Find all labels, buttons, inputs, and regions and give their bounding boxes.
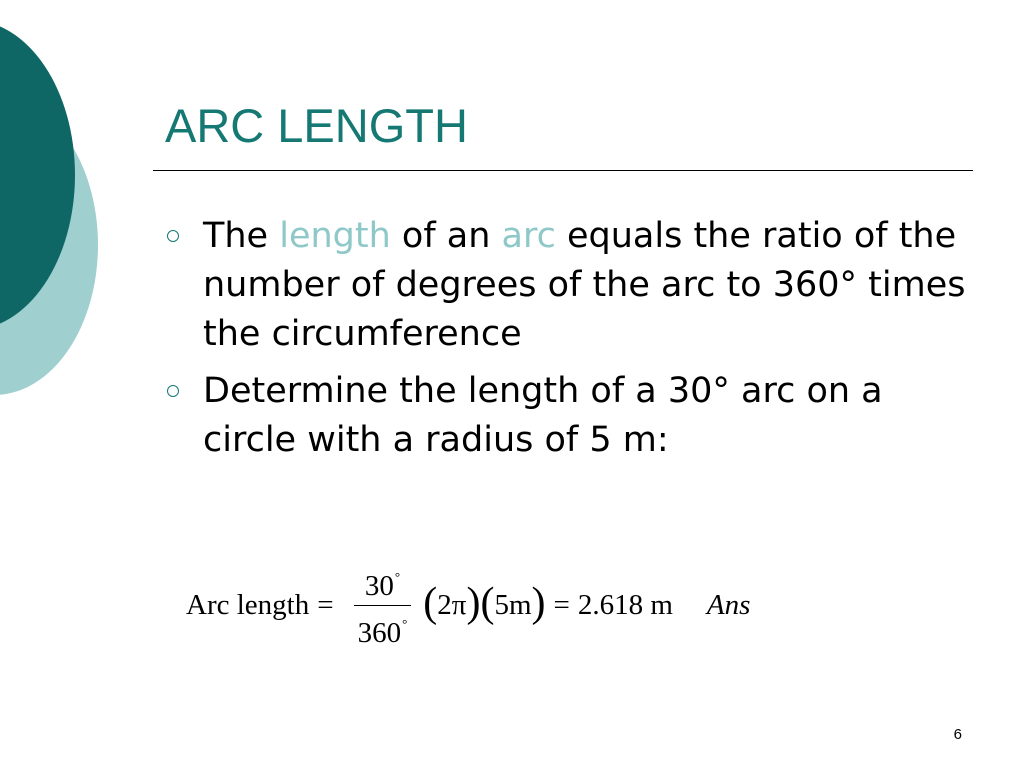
highlighted-term: length bbox=[279, 216, 391, 256]
answer-label: Ans bbox=[706, 588, 751, 621]
fraction-numerator bbox=[361, 561, 404, 602]
bullet-text-part: equals the ratio of the number of degrees of the arc to 360° times the circumference bbox=[203, 216, 966, 354]
equals-sign: = bbox=[317, 588, 334, 621]
bullet-item bbox=[165, 212, 975, 359]
factor-radius: 5m bbox=[494, 588, 532, 621]
equals-sign: = bbox=[553, 588, 570, 621]
page-number: 6 bbox=[953, 726, 962, 743]
circle-bullet-icon bbox=[167, 230, 179, 242]
bullet-text bbox=[203, 216, 965, 354]
bullet-text-part: Determine the length of a 30° arc on a circle with a radius of 5 m: bbox=[203, 371, 883, 460]
slide-title: ARC LENGTH bbox=[165, 99, 468, 152]
open-paren: ( bbox=[480, 580, 495, 626]
bullet-item bbox=[165, 367, 975, 465]
fraction-bar bbox=[354, 605, 412, 606]
title-divider bbox=[153, 170, 973, 171]
factor-two-pi: 2π bbox=[437, 588, 467, 621]
open-paren: ( bbox=[423, 580, 438, 626]
fraction-denominator bbox=[354, 608, 412, 649]
degree-symbol: ° bbox=[402, 616, 408, 631]
bullet-text bbox=[203, 371, 883, 460]
close-paren: ) bbox=[466, 580, 481, 626]
degree-symbol: ° bbox=[394, 569, 401, 584]
bullet-text-part: The bbox=[203, 216, 280, 256]
equation-result: 2.618 m bbox=[577, 588, 673, 621]
bullet-text-part: of an bbox=[390, 216, 502, 256]
degree-fraction bbox=[354, 561, 412, 649]
denominator-value: 360 bbox=[357, 617, 402, 649]
circle-bullet-icon bbox=[167, 385, 179, 397]
numerator-value: 30 bbox=[364, 570, 394, 602]
close-paren: ) bbox=[531, 580, 546, 626]
arc-length-equation bbox=[186, 563, 750, 647]
equation-lhs: Arc length bbox=[186, 588, 310, 621]
bullet-list bbox=[165, 212, 975, 473]
highlighted-term: arc bbox=[501, 216, 556, 256]
